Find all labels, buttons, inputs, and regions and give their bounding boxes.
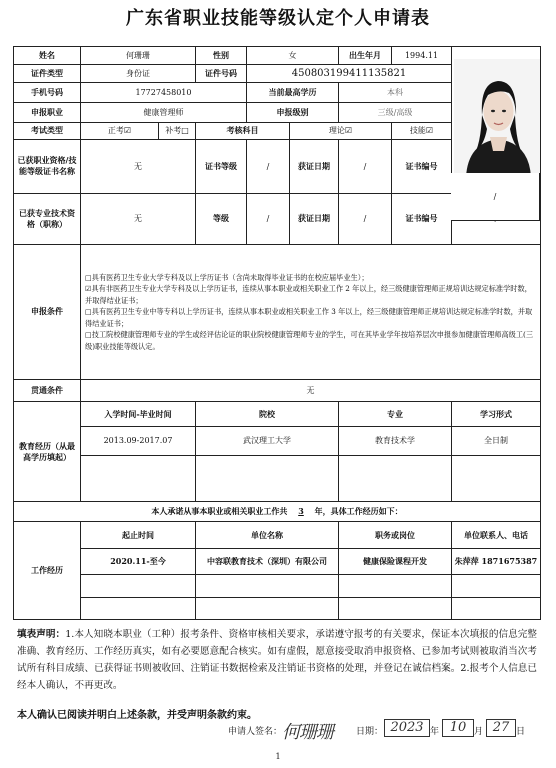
name-value: 何珊珊 — [81, 47, 196, 65]
birth-label: 出生年月 — [339, 47, 392, 65]
work-row-period: 2020.11-至今 — [81, 548, 196, 575]
date-year: 2023 — [384, 719, 430, 737]
qual-obtain-date-label: 获证日期 — [290, 140, 339, 193]
tech-obtain-date-value: / — [339, 193, 392, 244]
name-label: 姓名 — [14, 47, 81, 65]
qual-cert-label: 已获职业资格/技能等级证书名称 — [14, 140, 81, 193]
work-row-empty — [81, 597, 196, 619]
application-form-table — [13, 46, 541, 620]
edu-header-school: 院校 — [196, 402, 339, 426]
id-no-value: 450803199411135821 — [247, 64, 452, 82]
edu-header-period: 入学时间-毕业时间 — [81, 402, 196, 426]
work-header-position: 职务或岗位 — [339, 522, 452, 549]
through-label: 贯通条件 — [14, 380, 81, 402]
id-photo — [452, 47, 541, 194]
condition-item: □技工院校健康管理师专业的学生或经评估论证的职业院校健康管理师专业的学生，可在其毕业学年按培养层次申报参加健康管理师高级工(三级)职业技能等级认定。 — [85, 330, 534, 351]
work-row-empty — [81, 575, 196, 597]
condition-item: □具有医药卫生专业中等专科以上学历证书，连续从事本职业或相关职业工作 3 年以上，经三级健康管理师正规培训达规定标准学时数，并取得结业证书； — [85, 307, 533, 328]
work-years: 3 — [298, 506, 304, 517]
edu-row-empty — [339, 455, 452, 502]
edu-row-empty — [196, 455, 339, 502]
confirmation-statement: 本人确认已阅读并明白上述条款，并受声明条款约束。 — [17, 710, 257, 721]
declaration — [17, 626, 537, 694]
id-no-label: 证件号码 — [196, 64, 247, 82]
birth-value: 1994.11 — [392, 47, 452, 65]
edu-row-empty — [452, 455, 541, 502]
work-row-contact: 朱萍萍 1871675387 — [452, 548, 541, 575]
date-month: 10 — [442, 719, 474, 737]
id-type-value: 身份证 — [81, 64, 196, 82]
occupation-value: 健康管理师 — [81, 102, 247, 122]
gender-label: 性别 — [196, 47, 247, 65]
work-header-contact: 单位联系人、电话 — [452, 522, 541, 549]
work-row-empty — [452, 597, 541, 619]
qual-cert-level-label: 证书等级 — [196, 140, 247, 193]
work-statement-pre: 本人承诺从事本职业或相关职业工作共 — [151, 506, 288, 517]
tech-level-label: 等级 — [196, 193, 247, 244]
qual-cert-no-value: / — [451, 173, 540, 221]
edu-value: 本科 — [339, 82, 452, 102]
work-row-empty — [196, 597, 339, 619]
page-number: 1 — [275, 752, 281, 761]
work-statement-post: 年，具体工作经历如下： — [314, 506, 403, 517]
through-value: 无 — [81, 380, 541, 402]
exam-retake-checkbox: 补考□ — [159, 122, 196, 140]
qual-cert-no-label: 证书编号 — [392, 140, 452, 193]
work-row-empty — [196, 575, 339, 597]
work-label: 工作经历 — [14, 522, 81, 620]
phone-label: 手机号码 — [14, 82, 81, 102]
form-title: 广东省职业技能等级认定个人申请表 — [126, 8, 430, 29]
qual-obtain-date-value: / — [339, 140, 392, 193]
edu-header-mode: 学习形式 — [452, 402, 541, 426]
work-header-period: 起止时间 — [81, 522, 196, 549]
handwritten-signature: 何珊珊 — [282, 722, 333, 743]
tech-level-value: / — [247, 193, 290, 244]
condition-item: ☑具有非医药卫生专业大学专科及以上学历证书，连续从事本职业或相关职业工作 2 年以上，经三级健康管理师正规培训达规定标准学时数，并取得结业证书； — [85, 284, 532, 305]
date-year-unit: 年 — [430, 727, 440, 737]
date-label: 日期： — [356, 727, 384, 737]
edu-row-school: 武汉理工大学 — [196, 426, 339, 455]
edu-label: 当前最高学历 — [247, 82, 339, 102]
conditions-list — [81, 244, 541, 379]
id-type-label: 证件类型 — [14, 64, 81, 82]
edu-row-empty — [81, 455, 196, 502]
qual-cert-level-value: / — [247, 140, 290, 193]
tech-qual-label: 已获专业技术资格（职称） — [14, 193, 81, 244]
date-day: 27 — [486, 719, 516, 737]
subject-skill-checkbox: 技能☑ — [392, 122, 452, 140]
work-row-empty — [339, 575, 452, 597]
occupation-label: 申报职业 — [14, 102, 81, 122]
qual-cert-value: 无 — [81, 140, 196, 193]
declaration-text: 1.本人知晓本职业（工种）报考条件、资格审核相关要求，承诺遵守报考的有关要求，保证本次填报的信息完整准确、教育经历、工作经历真实，如有必要愿意配合核实。如有虚假，愿意接受取消申报资格、已参加考试则被取消当次考试所有科目成绩、已获得证书则被收回、注销证书数据检索及注销证书资格的处理，并登记在诚信档案。2.报考个人信息已经本人确认，不再更改。 — [17, 629, 538, 691]
date-day-unit: 日 — [516, 727, 526, 737]
work-row-empty — [452, 575, 541, 597]
exam-type-label: 考试类型 — [14, 122, 81, 140]
portrait-photo — [454, 59, 541, 177]
exam-normal-checkbox: 正考☑ — [81, 122, 159, 140]
conditions-label: 申报条件 — [14, 244, 81, 379]
tech-qual-value: 无 — [81, 193, 196, 244]
condition-item: □具有医药卫生专业大学专科及以上学历证书（含尚未取得毕业证书的在校应届毕业生）； — [85, 272, 369, 282]
edu-row-major: 教育技术学 — [339, 426, 452, 455]
edu-row-mode: 全日制 — [452, 426, 541, 455]
work-statement — [14, 502, 541, 522]
work-row-employer: 中容联教育技术（深圳）有限公司 — [196, 548, 339, 575]
education-label: 教育经历（从最高学历填起） — [14, 402, 81, 502]
subject-theory-checkbox: 理论☑ — [290, 122, 392, 140]
phone-value: 17727458010 — [81, 82, 247, 102]
level-label: 申报级别 — [247, 102, 339, 122]
subject-label: 考核科目 — [196, 122, 290, 140]
declaration-label: 填表声明： — [17, 629, 66, 640]
date-month-unit: 月 — [474, 727, 484, 737]
gender-value: 女 — [247, 47, 339, 65]
edu-header-major: 专业 — [339, 402, 452, 426]
work-row-empty — [339, 597, 452, 619]
tech-obtain-date-label: 获证日期 — [290, 193, 339, 244]
edu-row-period: 2013.09-2017.07 — [81, 426, 196, 455]
work-row-position: 健康保险课程开发 — [339, 548, 452, 575]
signature-label: 申请人签名： — [228, 727, 283, 737]
level-value: 三级/高级 — [339, 102, 452, 122]
tech-cert-no-label: 证书编号 — [392, 193, 452, 244]
work-header-employer: 单位名称 — [196, 522, 339, 549]
